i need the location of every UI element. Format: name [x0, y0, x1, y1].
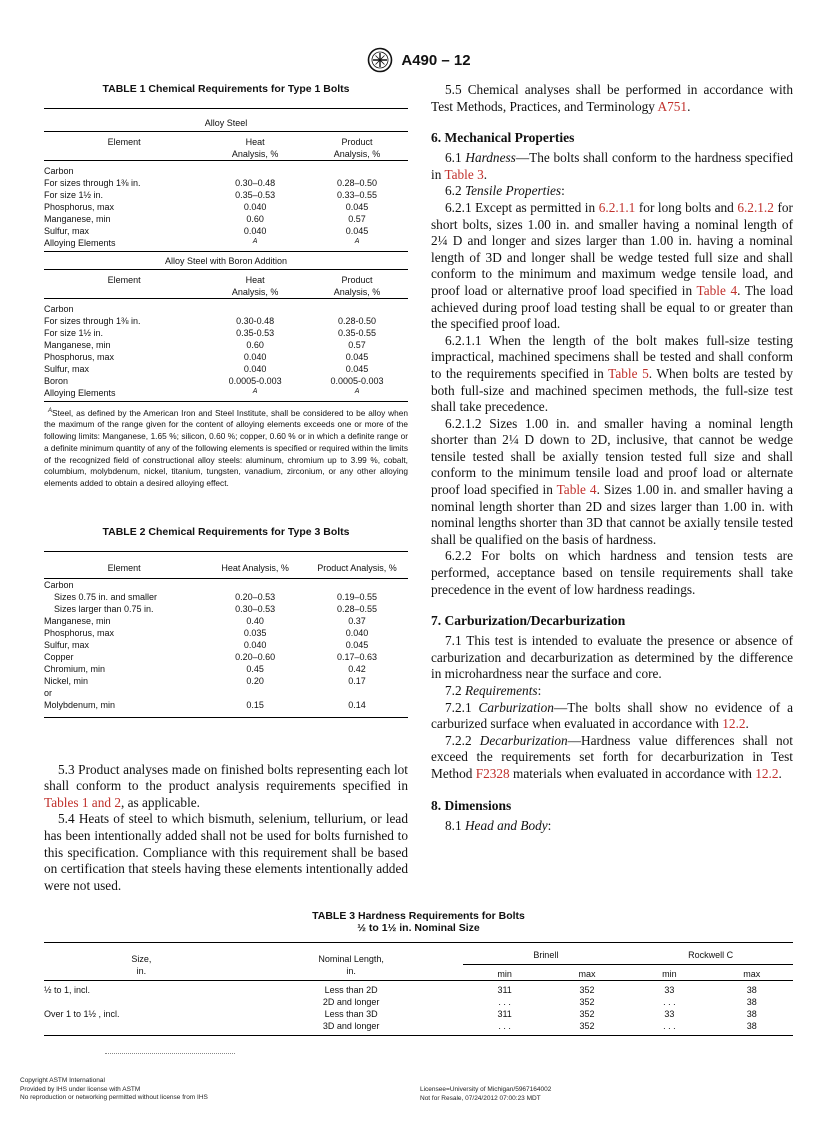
table3-caption: TABLE 3 Hardness Requirements for Bolts [312, 910, 525, 922]
table1-boron-row-cell: 0.045 [345, 352, 369, 362]
table2-row-cell: Sizes larger than 0.75 in. [54, 603, 154, 614]
table1-row [44, 177, 408, 189]
table1-header-element-2: Element [107, 275, 141, 285]
table2-row-cell: 0.17–0.63 [337, 651, 378, 662]
table3 [44, 942, 793, 1036]
table1-header-product-2: Product Analysis, % [333, 275, 381, 297]
table1-section1-title: Alloy Steel [204, 118, 248, 128]
table3-header-brinell: Brinell [463, 943, 628, 965]
table2-row-cell: Copper [44, 651, 74, 662]
table1-row-cell [204, 165, 306, 177]
table3-row-cell: 38 [746, 985, 757, 995]
table1-boron-row [44, 339, 408, 351]
table1-boron-row [44, 375, 408, 387]
table3-row-cell: . . . [663, 1021, 676, 1031]
table2-row [44, 578, 408, 591]
table2-row [44, 627, 408, 639]
table1-row-cell: 0.040 [243, 226, 267, 236]
table3-row-cell: 352 [579, 997, 595, 1007]
table1-row [44, 225, 408, 237]
section-8-heading: 8. Dimensions [431, 797, 512, 813]
table3-row-cell: 33 [664, 1009, 675, 1019]
table1-row-cell: 0.35–0.53 [235, 190, 276, 200]
table2-row [44, 603, 408, 615]
table3-header-rockwell-max: max [743, 969, 761, 979]
table2-row-cell: 0.40 [246, 615, 264, 626]
table1-boron-row-cell: 0.045 [345, 364, 369, 374]
table3-row-cell [44, 996, 239, 1008]
table1-boron-row-cell: For sizes through 1⅜ in. [44, 316, 141, 326]
table2-row-cell: Carbon [44, 579, 74, 590]
table3-row [44, 984, 793, 996]
table2-row-cell: 0.42 [348, 663, 366, 674]
table1-boron-row-cell [204, 303, 306, 315]
table2-row-cell: 0.035 [243, 627, 267, 638]
document-header [0, 47, 838, 73]
table3-header-length: Nominal Length, in. [318, 954, 384, 976]
table1-boron-row-cell: Boron [44, 376, 69, 386]
table1-boron-row-cell: Phosphorus, max [44, 352, 115, 362]
table2-row [44, 699, 408, 711]
table1-boron-row-cell: 0.60 [246, 340, 264, 350]
table2-row-cell: 0.20 [246, 675, 264, 686]
table2-row-cell [306, 687, 408, 699]
table1-row-cell: 0.040 [243, 202, 267, 212]
document-id: A490 – 12 [401, 51, 471, 69]
table2-header-product: Product Analysis, % [317, 562, 397, 573]
table2-row-cell: 0.040 [345, 627, 369, 638]
table1-boron-row-cell: 0.0005-0.003 [330, 376, 384, 386]
ref-table-4-b[interactable]: Table 4 [556, 482, 597, 498]
table1-row-cell: 0.57 [348, 214, 366, 224]
table1-row-cell: A [252, 238, 258, 245]
table2-row-cell: 0.28–0.55 [337, 603, 378, 614]
dotted-rule [105, 1053, 235, 1054]
footer-right: Licensee=University of Michigan/5967164002 Not for Resale, 07/24/2012 07:00:23 MDT [420, 1086, 552, 1102]
table1-boron-row-cell: Carbon [44, 304, 74, 314]
table3-subcaption: ½ to 1½ in. Nominal Size [357, 922, 480, 934]
table1-boron-row [44, 351, 408, 363]
table2-row-cell: 0.20–0.60 [235, 651, 276, 662]
table1-row-cell: 0.33–0.55 [337, 190, 378, 200]
ref-6-2-1-2[interactable]: 6.2.1.2 [737, 199, 774, 215]
table2-row-cell: Chromium, min [44, 663, 106, 674]
table3-block [44, 910, 793, 1036]
table3-row-cell: . . . [498, 1021, 511, 1031]
table1-boron-row-cell: 0.30-0.48 [236, 316, 275, 326]
table2-row-cell: 0.040 [243, 639, 267, 650]
table3-row-cell: Over 1 to 1½ , incl. [44, 1009, 120, 1019]
table1-row-cell: Carbon [44, 166, 74, 176]
table1-boron-row [44, 363, 408, 375]
table3-row-cell: 2D and longer [322, 997, 380, 1007]
table2-row [44, 615, 408, 627]
table2-row-cell: Sizes 0.75 in. and smaller [54, 591, 158, 602]
paragraph-8-1: 8.1 Head and Body: [445, 817, 552, 833]
table2-row-cell: 0.30–0.53 [235, 603, 276, 614]
table2-row [44, 651, 408, 663]
table1-boron-row-cell: Sulfur, max [44, 364, 90, 374]
table1-caption: TABLE 1 Chemical Requirements for Type 1 Bolts [102, 83, 350, 95]
table2-row-cell: Molybdenum, min [44, 699, 116, 710]
paragraph-5-4: 5.4 Heats of steel to which bismuth, selenium, tellurium, or lead has been intentionally added shall not be used for bolts furnished to this specification. Compliance with this requirement shall be based on certification that steels having these elements intentionally added were not used. [44, 811, 408, 893]
paragraph-6-1: 6.1 Hardness—The bolts shall conform to the hardness specified in Table 3. [431, 150, 793, 182]
table2-row [44, 675, 408, 687]
table3-row-cell: 33 [664, 985, 675, 995]
table3-row-cell: . . . [498, 997, 511, 1007]
table3-row-cell: 38 [746, 997, 757, 1007]
table2-row-cell: Nickel, min [44, 675, 89, 686]
table3-row-cell: ½ to 1, incl. [44, 985, 91, 995]
table2-row-cell [204, 687, 306, 699]
table1-boron-row-cell: 0.0005-0.003 [228, 376, 282, 386]
ref-6-2-1-1[interactable]: 6.2.1.1 [598, 199, 636, 215]
table1-boron-row-cell: Alloying Elements [44, 388, 116, 398]
table1-boron-row-cell: 0.57 [348, 340, 366, 350]
table3-row-cell: 352 [579, 1009, 595, 1019]
ref-table-5[interactable]: Table 5 [608, 365, 649, 381]
paragraph-6-2: 6.2 Tensile Properties: [445, 183, 565, 199]
paragraph-7-2-1: 7.2.1 Carburization—The bolts shall show no evidence of a carburized surface when evaluated in accordance with 12.2. [431, 699, 793, 732]
table1-row-cell: For size 1½ in. [44, 190, 104, 200]
paragraph-6-2-1-1: 6.2.1.1 When the length of the bolt makes full-size testing impractical, machined specimens shall be tested and shall conform to the requirements specified in Table 5. When bolts are tested by both full-size and machined specimen methods, the full-size test shall take precedence. [431, 332, 793, 415]
table2-row-cell: or [44, 687, 53, 698]
table1-boron-row [44, 327, 408, 339]
table1-boron-row-cell: A [252, 388, 258, 395]
table3-header-rockwell-min: min [662, 969, 677, 979]
ref-table-3[interactable]: Table 3 [444, 166, 484, 182]
ref-a751[interactable]: A751 [657, 98, 688, 114]
section-6-heading: 6. Mechanical Properties [431, 130, 575, 146]
table2-row-cell: Sulfur, max [44, 639, 90, 650]
table1-boron-row-cell: For size 1½ in. [44, 328, 104, 338]
table1-boron-row-cell: Manganese, min [44, 340, 111, 350]
table1-row-cell: Alloying Elements [44, 238, 116, 248]
table2-row-cell: 0.37 [348, 615, 366, 626]
ref-12-2-b[interactable]: 12.2 [755, 765, 779, 781]
paragraph-5-3: 5.3 Product analyses made on finished bolts representing each lot shall conform to the product analysis requirements specified in Tables 1 and 2, as applicable. [44, 761, 408, 810]
ref-table-4[interactable]: Table 4 [696, 282, 738, 298]
table3-row-cell [44, 1020, 239, 1032]
table2-row-cell [306, 578, 408, 591]
table2 [44, 551, 408, 718]
table3-row-cell: 352 [579, 1021, 595, 1031]
table2-row [44, 591, 408, 603]
table1-row-cell: Manganese, min [44, 214, 111, 224]
table1-boron-row [44, 315, 408, 327]
astm-logo-icon [367, 47, 393, 73]
table3-row [44, 1008, 793, 1020]
table1-row-cell: 0.60 [246, 214, 264, 224]
table2-row-cell: Phosphorus, max [44, 627, 115, 638]
table3-row-cell: 311 [497, 1009, 512, 1019]
table3-header-brinell-min: min [497, 969, 512, 979]
table1-row-cell: A [354, 238, 360, 245]
table1-header-element: Element [107, 137, 141, 147]
table1-boron-row-cell: 0.35-0.53 [236, 328, 275, 338]
table1-boron-row [44, 303, 408, 315]
table1-row-cell: 0.28–0.50 [337, 178, 378, 188]
table2-row-cell: 0.14 [348, 699, 366, 710]
table1-row [44, 189, 408, 201]
table1-row [44, 201, 408, 213]
table2-row [44, 639, 408, 651]
paragraph-6-2-2: 6.2.2 For bolts on which hardness and tension tests are performed, acceptance based on tensile requirements shall take precedence in the event of low hardness readings. [431, 548, 793, 597]
footer-left: Copyright ASTM International Provided by IHS under license with ASTM No reproduction or networking permitted without license from IHS [20, 1077, 208, 1101]
ref-tables-1-2[interactable]: Tables 1 and 2 [44, 794, 121, 810]
table3-row-cell: Less than 3D [324, 1009, 378, 1019]
table2-row-cell: 0.19–0.55 [337, 591, 378, 602]
paragraph-7-2-2: 7.2.2 Decarburization—Hardness value differences shall not exceed the requirements set forth for decarburization in Test Method F2328 materials when evaluated in accordance with 12.2. [431, 732, 793, 781]
paragraph-6-2-1-2: 6.2.1.2 Sizes 1.00 in. and smaller having a nominal length shorter than 2¼ D down to 2D, inclusive, that cannot be wedge tensile tested shall be axially tension tested full size and shall conform to the minimum tensile load and proof load or alternate proof load specified in Table 4. Sizes 1.00 in. and smaller having a nominal length shorter than 2D and sizes larger than 1.00 in. with nominal lengths shorter than 3D that cannot be axially tensile tested shall be qualified on the basis of hardness. [431, 415, 793, 547]
table2-row-cell: 0.45 [246, 663, 264, 674]
table1-row-cell: 0.045 [345, 226, 369, 236]
table3-row-cell: 38 [746, 1009, 757, 1019]
paragraph-7-2: 7.2 Requirements: [445, 683, 542, 698]
right-column [431, 82, 793, 834]
table1-row-cell: Sulfur, max [44, 226, 90, 236]
table1-boron-row-cell: 0.040 [243, 364, 267, 374]
table3-header-size: Size, in. [131, 954, 152, 976]
table2-header-heat: Heat Analysis, % [221, 562, 289, 573]
table2-row-cell: 0.17 [348, 675, 366, 686]
table1-boron-row-cell: 0.040 [243, 352, 267, 362]
table1-boron-row-cell [306, 303, 408, 315]
table2-row-cell [204, 578, 306, 591]
table1-row-cell: Phosphorus, max [44, 202, 115, 212]
table3-row-cell: 311 [497, 985, 512, 995]
table3-row [44, 1020, 793, 1032]
table2-row-cell: 0.20–0.53 [235, 591, 276, 602]
table1-boron-row-cell: 0.35-0.55 [338, 328, 377, 338]
table3-row-cell: 352 [579, 985, 595, 995]
table2-row-cell: Manganese, min [44, 615, 111, 626]
table1-row [44, 165, 408, 177]
table1-row-cell: 0.045 [345, 202, 369, 212]
table2-row-cell: 0.045 [345, 639, 369, 650]
left-column [44, 82, 408, 894]
table1-boron-row-cell: A [354, 388, 360, 395]
table2-caption: TABLE 2 Chemical Requirements for Type 3 Bolts [102, 525, 350, 538]
section-7-heading: 7. Carburization/Decarburization [431, 613, 626, 629]
table1-section2-title: Alloy Steel with Boron Addition [164, 256, 288, 266]
table1 [44, 108, 408, 402]
ref-f2328[interactable]: F2328 [475, 765, 510, 781]
table1-row [44, 213, 408, 225]
table1-row-cell: 0.30–0.48 [235, 178, 276, 188]
table1-boron-row-cell: 0.28-0.50 [338, 316, 377, 326]
paragraph-6-2-1: 6.2.1 Except as permitted in 6.2.1.1 for long bolts and 6.2.1.2 for short bolts, sizes 1.00 in. and smaller having a nominal length of 2¼ D and longer and sizes larger than 1.00 in. having a nominal length of 3D and longer shall be wedge tested full size and shall conform to the minimum and maximum wedge tensile load, and proof load or alternative proof load specified in Table 4. The load achieved during proof load testing shall be equal to or greater than the specified proof load. [431, 199, 793, 332]
table3-row-cell: 38 [746, 1021, 757, 1031]
paragraph-5-5: 5.5 Chemical analyses shall be performed in accordance with Test Methods, Practices, and Terminology A751. [431, 82, 793, 114]
table1-row-cell: For sizes through 1⅜ in. [44, 178, 141, 188]
table1-header-heat: Heat Analysis, % [231, 137, 279, 159]
table2-row [44, 687, 408, 699]
table3-header-rockwell: Rockwell C [628, 943, 793, 965]
table2-row-cell: 0.15 [246, 699, 264, 710]
paragraph-7-1: 7.1 This test is intended to evaluate the presence or absence of carburization and decarburization as determined by the difference in microhardness near the surface and core. [431, 633, 793, 682]
ref-12-2[interactable]: 12.2 [722, 716, 746, 732]
table1-row [44, 237, 408, 249]
table2-header-element: Element [107, 562, 141, 573]
table1-header-product: Product Analysis, % [333, 137, 381, 159]
table2-row [44, 663, 408, 675]
table1-row-cell [306, 165, 408, 177]
table3-row-cell: . . . [663, 997, 676, 1007]
table3-header-brinell-max: max [578, 969, 596, 979]
table3-row [44, 996, 793, 1008]
table1-header-heat-2: Heat Analysis, % [231, 275, 279, 297]
table1-footnote: $^A$Steel, as defined by the American Iron and Steel Institute, shall be considered to be alloy when the maximum of the range given for the content of alloying elements exceeds one or more of the following limits: Manganese, 1.65 %; silicon, 0.60 %; copper, 0.60 % or in which a definite range or a definite minimum quantity of any of the following elements is specified or required within the limits of the recognized field of constructional alloy steels: aluminum, chromium up to 3.99 %, cobalt, columbium, molybdenum, nickel, titanium, tungsten, vanadium, zirconium, or any other alloying elements added to obtain a desired alloying effect. [44, 407, 408, 488]
table3-row-cell: 3D and longer [322, 1021, 380, 1031]
table1-boron-row [44, 387, 408, 399]
table3-row-cell: Less than 2D [324, 985, 378, 995]
